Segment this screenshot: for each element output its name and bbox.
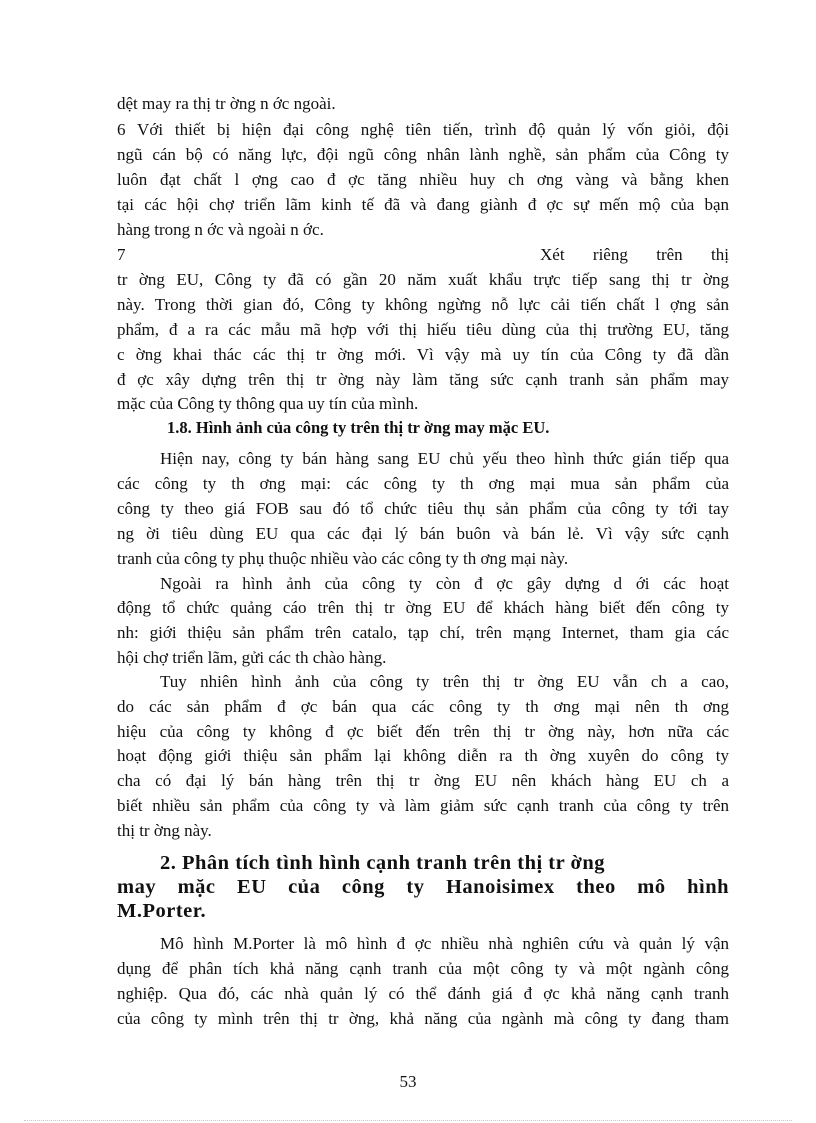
text-line: phẩm, đ a ra các mẫu mã hợp với thị hiếu tiêu dùng của thị trường EU, tăng [117, 320, 729, 339]
text-line: dệt may ra thị tr ờng n ớc ngoài. [117, 94, 336, 113]
section-heading-2: 2. Phân tích tình hình cạnh tranh trên thị tr ờng [160, 852, 605, 874]
text-line: Mô hình M.Porter là mô hình đ ợc nhiều nhà nghiên cứu và quản lý vận [160, 934, 729, 953]
text-line: luôn đạt chất l ợng cao đ ợc tăng nhiều huy ch ơng vàng và bằng khen [117, 170, 729, 189]
text-line: Ngoài ra hình ảnh của công ty còn đ ợc gây dựng d ới các hoạt [160, 574, 729, 593]
text-line: tranh của công ty phụ thuộc nhiều vào các công ty th ơng mại này. [117, 549, 569, 568]
text-line: ngũ cán bộ có năng lực, đội ngũ công nhân lành nghề, sản phẩm của Công ty [117, 145, 729, 164]
text-line: đ ợc xây dựng trên thị tr ờng này làm tăng sức cạnh tranh sản phẩm may [117, 370, 729, 389]
page-divider [24, 1120, 792, 1121]
section-heading-2: M.Porter. [117, 900, 207, 922]
text-line: dụng để phân tích khả năng cạnh tranh của một công ty và một ngành công [117, 959, 729, 978]
text-line: ng ời tiêu dùng EU qua các đại lý bán buôn và bán lẻ. Vì vậy sức cạnh [117, 524, 729, 543]
text-line: tại các hội chợ triển lãm kinh tế đã và đang giành đ ợc sự mến mộ của bạn [117, 195, 729, 214]
section-heading-2: may mặc EU của công ty Hanoisimex theo mô hình [117, 876, 729, 898]
section-heading-1-8: 1.8. Hình ảnh của công ty trên thị tr ờng may mặc EU. [167, 418, 550, 437]
text-line: biết nhiều sản phẩm của công ty và làm giảm sức cạnh tranh của công ty trên [117, 796, 729, 815]
text-line: công ty theo giá FOB sau đó tổ chức tiêu thụ sản phẩm của công ty tới tay [117, 499, 729, 518]
text-line: 6 Với thiết bị hiện đại công nghệ tiên tiến, trình độ quản lý vốn giỏi, đội [117, 120, 729, 139]
page-number: 53 [399, 1072, 417, 1091]
text-line: do các sản phẩm đ ợc bán qua các công ty th ơng mại nên th ơng [117, 697, 729, 716]
text-line: tr ờng EU, Công ty đã có gần 20 năm xuất khẩu trực tiếp sang thị tr ờng [117, 270, 729, 289]
text-line: thị tr ờng này. [117, 821, 212, 840]
text-line: hội chợ triển lãm, gửi các th chào hàng. [117, 648, 387, 667]
text-line: các công ty th ơng mại: các công ty th ơng mại mua sản phẩm của [117, 474, 729, 493]
text-line: hoạt động giới thiệu sản phẩm lại không diễn ra th ờng xuyên do công ty [117, 746, 729, 765]
text-line: Hiện nay, công ty bán hàng sang EU chủ yếu theo hình thức gián tiếp qua [160, 449, 729, 468]
text-line: hiệu của công ty không đ ợc biết đến trên thị tr ờng này, hơn nữa các [117, 722, 729, 741]
text-line: mặc của Công ty thông qua uy tín của mình. [117, 394, 419, 413]
text-line: 7 [117, 245, 126, 264]
text-line: động tổ chức quảng cáo trên thị tr ờng EU để khách hàng biết đến công ty [117, 598, 729, 617]
text-line: Xét riêng trên thị [540, 245, 729, 264]
text-line: cha có đại lý bán hàng trên thị tr ờng EU nên khách hàng EU ch a [117, 771, 729, 790]
text-line: này. Trong thời gian đó, Công ty không ngừng nỗ lực cải tiến chất l ợng sản [117, 295, 729, 314]
text-line: nghiệp. Qua đó, các nhà quản lý có thể đánh giá đ ợc khả năng cạnh tranh [117, 984, 729, 1003]
text-line: của công ty mình trên thị tr ờng, khả năng của ngành mà công ty đang tham [117, 1009, 729, 1028]
text-line: c ờng khai thác các thị tr ờng mới. Vì vậy mà uy tín của Công ty đã dần [117, 345, 729, 364]
text-line: Tuy nhiên hình ảnh của công ty trên thị tr ờng EU vẫn ch a cao, [160, 672, 729, 691]
text-line: hàng trong n ớc và ngoài n ớc. [117, 220, 324, 239]
text-line: nh: giới thiệu sản phẩm trên catalo, tạp chí, trên mạng Internet, tham gia các [117, 623, 729, 642]
